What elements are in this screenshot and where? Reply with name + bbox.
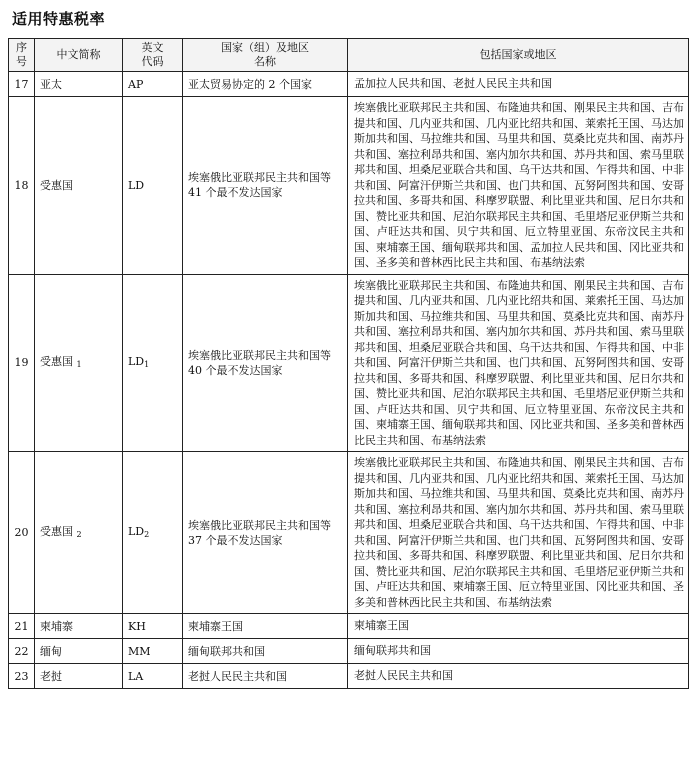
header-cn-name: 中文简称 xyxy=(35,39,123,72)
cell-group: 缅甸联邦共和国 xyxy=(183,639,348,664)
cell-group: 埃塞俄比亚联邦民主共和国等 37 个最不发达国家 xyxy=(183,452,348,614)
header-code-line2: 代码 xyxy=(141,55,164,68)
code-text: LD xyxy=(128,354,145,368)
cell-includes: 孟加拉人民共和国、老挝人民民主共和国 xyxy=(348,72,689,97)
cell-group: 埃塞俄比亚联邦民主共和国等 40 个最不发达国家 xyxy=(183,274,348,452)
table-header-row xyxy=(9,39,689,72)
cell-cn-name xyxy=(35,452,123,614)
cell-code: LA xyxy=(123,664,183,689)
cell-seq: 22 xyxy=(9,639,35,664)
cell-cn-name: 柬埔寨 xyxy=(35,614,123,639)
cell-seq: 17 xyxy=(9,72,35,97)
table-row xyxy=(9,274,689,452)
header-group-line1: 国家（组）及地区 xyxy=(221,41,309,54)
table-row xyxy=(9,614,689,639)
cell-code: KH xyxy=(123,614,183,639)
header-seq-line1: 序 xyxy=(16,41,27,54)
cell-cn-name xyxy=(35,274,123,452)
cell-seq: 23 xyxy=(9,664,35,689)
cell-includes: 缅甸联邦共和国 xyxy=(348,639,689,664)
cn-name-subscript: 2 xyxy=(76,529,82,539)
cell-group: 柬埔寨王国 xyxy=(183,614,348,639)
table-row xyxy=(9,664,689,689)
cell-seq: 20 xyxy=(9,452,35,614)
header-includes: 包括国家或地区 xyxy=(348,39,689,72)
cell-code: MM xyxy=(123,639,183,664)
cell-code xyxy=(123,452,183,614)
cell-group: 老挝人民民主共和国 xyxy=(183,664,348,689)
cell-group: 亚太贸易协定的 2 个国家 xyxy=(183,72,348,97)
cell-includes: 埃塞俄比亚联邦民主共和国、布隆迪共和国、刚果民主共和国、吉布提共和国、几内亚共和国、几内亚比绍共和国、莱索托王国、马达加斯加共和国、马拉维共和国、马里共和国、莫桑比克共和国、南苏丹共和国、塞拉利昂共和国、塞内加尔共和国、苏丹共和国、索马里联邦共和国、坦桑尼亚联合共和国、乌干达共和国、乍得共和国、中非共和国、阿富汗伊斯兰共和国、也门共和国、瓦努阿图共和国、安哥拉共和国、多哥共和国、科摩罗联盟、利比里亚共和国、尼日尔共和国、赞比亚共和国、尼泊尔联邦民主共和国、毛里塔尼亚伊斯兰共和国、卢旺达共和国、贝宁共和国、厄立特里亚国、东帝汶民主共和国、柬埔寨王国、缅甸联邦共和国、冈比亚共和国、圣多美和普林西比民主共和国、布基纳法索 xyxy=(348,274,689,452)
table-row xyxy=(9,452,689,614)
cn-name-text: 受惠国 xyxy=(40,524,73,538)
cell-cn-name: 缅甸 xyxy=(35,639,123,664)
cn-name-subscript: 1 xyxy=(76,359,82,369)
cell-seq: 19 xyxy=(9,274,35,452)
table-row xyxy=(9,97,689,275)
cell-includes: 埃塞俄比亚联邦民主共和国、布隆迪共和国、刚果民主共和国、吉布提共和国、几内亚共和国、几内亚比绍共和国、莱索托王国、马达加斯加共和国、马拉维共和国、马里共和国、莫桑比克共和国、南苏丹共和国、塞拉利昂共和国、塞内加尔共和国、苏丹共和国、索马里联邦共和国、坦桑尼亚联合共和国、乌干达共和国、乍得共和国、中非共和国、阿富汗伊斯兰共和国、也门共和国、瓦努阿图共和国、安哥拉共和国、多哥共和国、科摩罗联盟、利比里亚共和国、尼日尔共和国、赞比亚共和国、尼泊尔联邦民主共和国、毛里塔尼亚伊斯兰共和国、卢旺达共和国、贝宁共和国、厄立特里亚国、东帝汶民主共和国、柬埔寨王国、缅甸联邦共和国、孟加拉人民共和国、冈比亚共和国、圣多美和普林西比民主共和国、布基纳法索 xyxy=(348,97,689,275)
code-text: LD xyxy=(128,524,145,538)
table-row xyxy=(9,72,689,97)
code-subscript: 1 xyxy=(144,359,150,369)
cell-includes: 老挝人民民主共和国 xyxy=(348,664,689,689)
cell-cn-name: 受惠国 xyxy=(35,97,123,275)
cell-code: LD xyxy=(123,97,183,275)
cell-seq: 18 xyxy=(9,97,35,275)
code-subscript: 2 xyxy=(144,529,150,539)
header-group xyxy=(183,39,348,72)
cell-seq: 21 xyxy=(9,614,35,639)
page-title: 适用特惠税率 xyxy=(12,10,106,28)
cell-includes: 埃塞俄比亚联邦民主共和国、布隆迪共和国、刚果民主共和国、吉布提共和国、几内亚共和国、几内亚比绍共和国、莱索托王国、马达加斯加共和国、马拉维共和国、马里共和国、莫桑比克共和国、南苏丹共和国、塞拉利昂共和国、塞内加尔共和国、苏丹共和国、索马里联邦共和国、坦桑尼亚联合共和国、乌干达共和国、乍得共和国、中非共和国、阿富汗伊斯兰共和国、也门共和国、瓦努阿图共和国、安哥拉共和国、多哥共和国、科摩罗联盟、利比里亚共和国、尼日尔共和国、赞比亚共和国、尼泊尔联邦民主共和国、毛里塔尼亚伊斯兰共和国、卢旺达共和国、柬埔寨王国、厄立特里亚国、冈比亚共和国、圣多美和普林西比民主共和国、布基纳法索 xyxy=(348,452,689,614)
header-code xyxy=(123,39,183,72)
header-seq-line2: 号 xyxy=(16,55,27,68)
cell-code: AP xyxy=(123,72,183,97)
cell-cn-name: 老挝 xyxy=(35,664,123,689)
cell-cn-name: 亚太 xyxy=(35,72,123,97)
header-group-line2: 名称 xyxy=(254,55,276,68)
cell-group: 埃塞俄比亚联邦民主共和国等 41 个最不发达国家 xyxy=(183,97,348,275)
cell-includes: 柬埔寨王国 xyxy=(348,614,689,639)
header-code-line1: 英文 xyxy=(141,41,164,54)
preferential-tariff-table xyxy=(8,38,689,689)
cn-name-text: 受惠国 xyxy=(40,354,73,368)
table-row xyxy=(9,639,689,664)
header-seq xyxy=(9,39,35,72)
cell-code xyxy=(123,274,183,452)
